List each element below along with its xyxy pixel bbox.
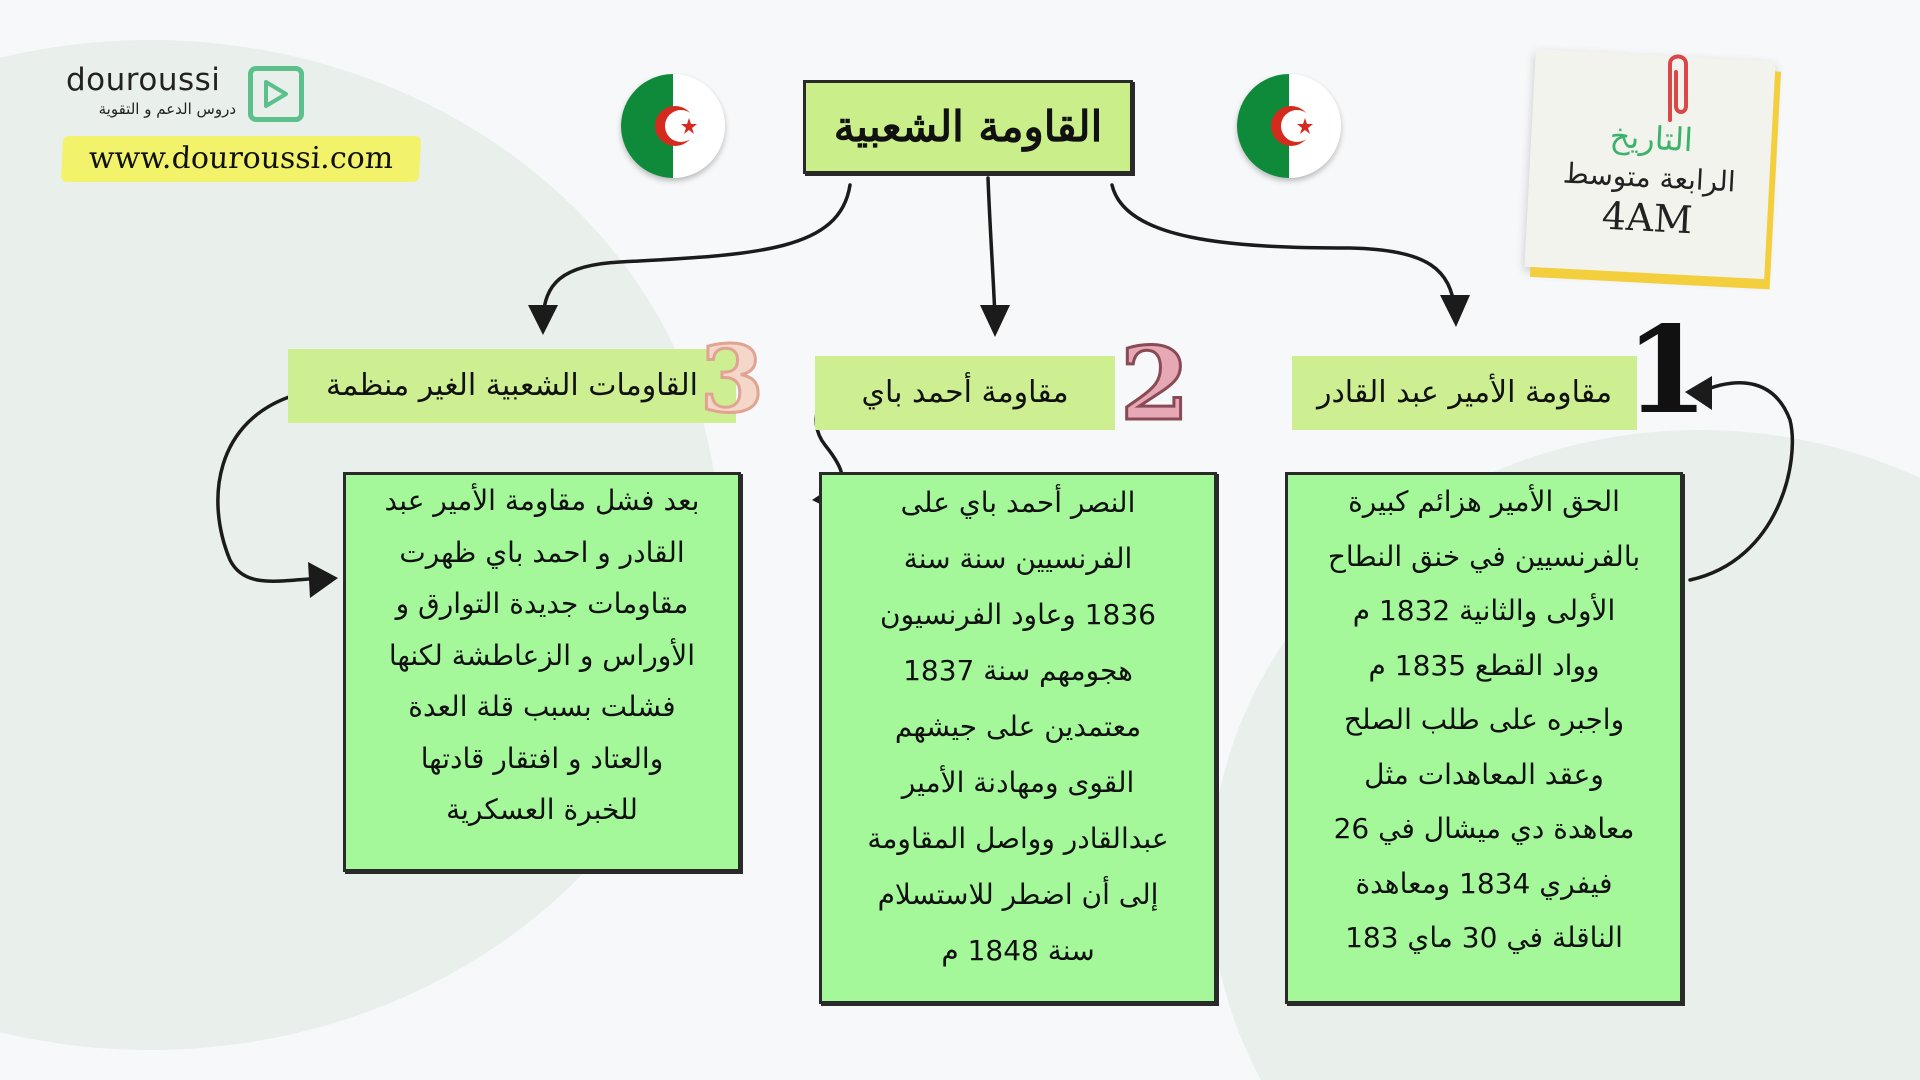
note-code: 4AM — [1600, 193, 1694, 243]
body-line: هجومهم سنة 1837 — [903, 654, 1133, 687]
brand-logo[interactable] — [66, 62, 236, 118]
body-line: فيفري 1834 ومعاهدة — [1355, 866, 1613, 900]
arrowhead-section-3 — [528, 305, 558, 335]
section-body-3 — [343, 472, 741, 872]
section-body-1 — [1285, 472, 1683, 1004]
body-line: الناقلة في 30 ماي 183 — [1345, 921, 1623, 954]
body-line: سنة 1848 م — [941, 934, 1095, 967]
section-heading-3: القاومات الشعبية الغير منظمة — [288, 349, 736, 423]
arrow-title-to-section-1 — [1112, 185, 1455, 310]
body-line: والعتاد و افتقار قادتها — [420, 741, 664, 775]
section-number-1: 1 — [1625, 300, 1709, 441]
section-number-2: 2 — [1120, 325, 1190, 443]
body-line: إلى أن اضطر للاستسلام — [877, 878, 1159, 911]
body-line: للخبرة العسكرية — [446, 793, 638, 826]
note-subject: التاريخ — [1608, 116, 1694, 160]
body-line: بالفرنسيين في خنق النطاح — [1327, 539, 1641, 573]
section-heading-1: مقاومة الأمير عبد القادر — [1292, 356, 1637, 430]
page-title: القاومة الشعبية — [803, 80, 1133, 174]
brand-name: douroussi — [66, 62, 221, 98]
brand-tagline: دروس الدعم و التقوية — [98, 100, 236, 118]
site-url[interactable]: www.douroussi.com — [61, 136, 421, 182]
arrowhead-section3-loop — [308, 562, 338, 598]
body-line: الأولى والثانية 1832 م — [1352, 594, 1616, 627]
body-line: عبدالقادر وواصل المقاومة — [867, 822, 1169, 855]
body-line: 1836 وعاود الفرنسيون — [880, 598, 1156, 631]
body-line: وعقد المعاهدات مثل — [1364, 757, 1604, 791]
body-line: القادر و احمد باي ظهرت — [399, 535, 685, 569]
play-icon — [248, 66, 304, 122]
body-line: وواد القطع 1835 م — [1368, 648, 1600, 682]
body-line: النصر أحمد باي على — [900, 486, 1136, 519]
note-level: الرابعة متوسط — [1562, 156, 1737, 199]
section-number-3: 3 — [700, 325, 765, 433]
body-line: الفرنسيين سنة سنة — [903, 542, 1133, 575]
arrow-title-to-section-2 — [988, 178, 995, 318]
algeria-flag-icon — [621, 74, 725, 178]
body-line: واجبره على طلب الصلح — [1343, 703, 1625, 736]
algeria-flag-icon — [1237, 74, 1341, 178]
arrow-title-to-section-3 — [543, 185, 850, 318]
body-line: معاهدة دي ميشال في 26 — [1333, 812, 1635, 845]
body-line: معتمدين على جيشهم — [894, 710, 1142, 743]
subject-note — [1524, 49, 1775, 279]
body-line: مقاومات جديدة التوارق و — [395, 587, 689, 620]
body-line: الأوراس و الزعاطشة لكنها — [388, 638, 696, 672]
arrowhead-section-1 — [1440, 295, 1470, 327]
body-line: الحق الأمير هزائم كبيرة — [1348, 485, 1620, 518]
body-line: بعد فشل مقاومة الأمير عبد — [384, 484, 700, 517]
body-line: القوى ومهادنة الأمير — [901, 766, 1135, 799]
paperclip-icon — [1660, 50, 1694, 126]
section-heading-2: مقاومة أحمد باي — [815, 356, 1115, 430]
arrowhead-section-2 — [980, 305, 1010, 337]
body-line: فشلت بسبب قلة العدة — [408, 690, 676, 723]
section-body-2 — [819, 472, 1217, 1004]
